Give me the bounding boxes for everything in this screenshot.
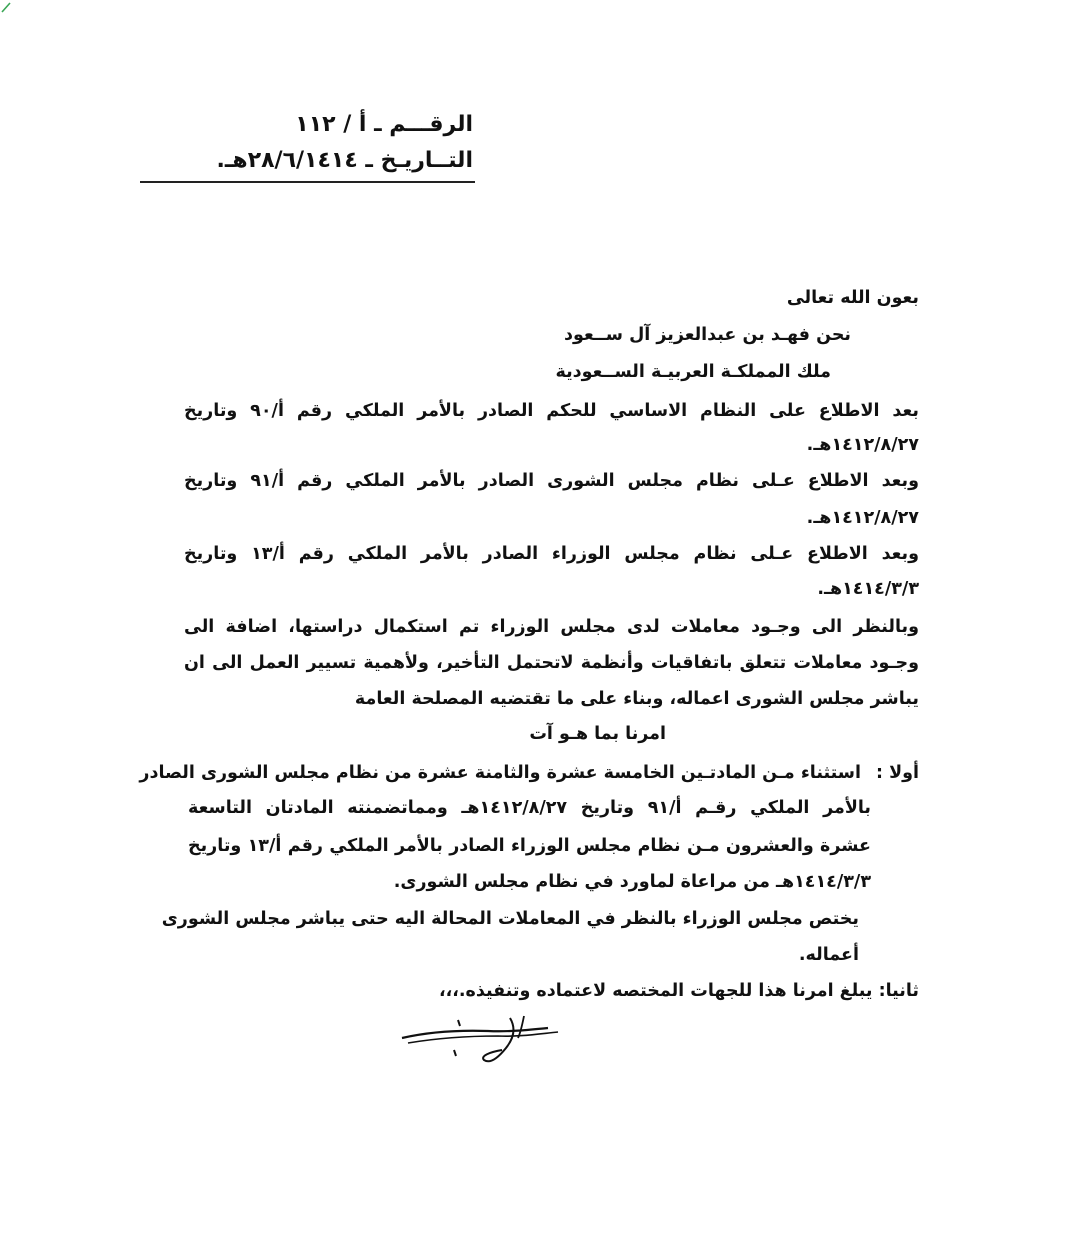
first-item-line-4: ١٤١٤/٣/٣هـ من مراعاة لماورد في نظام مجلس الشورى. <box>393 872 871 892</box>
issuer-title: ملك المملكـة العربيـة الســعودية <box>555 362 831 382</box>
considering-line-1: وبالنظر الى وجـود معاملات لدى مجلس الوزراء تم استكمال دراستها، اضافة الى <box>184 617 919 637</box>
first-item-line-1: استثناء مـن المادتـين الخامسة عشرة والثامنة عشرة من نظام مجلس الشورى الصادر <box>139 763 861 783</box>
first-item-line-2: بالأمر الملكي رقـم أ/٩١ وتاريخ ١٤١٢/٨/٢٧هـ ومماتضمنته المادتان التاسعة <box>188 798 871 818</box>
preamble-1-line-2: ١٤١٢/٨/٢٧هـ. <box>806 435 919 455</box>
second-item-line-1: ثانيا: يبلغ امرنا هذا للجهات المختصه لاعتماده وتنفيذه.،،، <box>438 981 919 1001</box>
issuer-name: نحن فهـد بن عبدالعزيز آل ســعود <box>564 325 851 345</box>
considering-line-3: يباشر مجلس الشورى اعماله، وبناء على ما تقتضيه المصلحة العامة <box>354 689 919 709</box>
invocation: بعون الله تعالى <box>786 288 919 308</box>
preamble-3-line-1: وبعد الاطلاع عـلى نظام مجلس الوزراء الصادر بالأمر الملكي رقم أ/١٣ وتاريخ <box>184 544 919 564</box>
reference-number: الرقـــم ـ أ / ١١٢ <box>295 112 473 137</box>
first-item-line-3: عشرة والعشرون مـن نظام مجلس الوزراء الصادر بالأمر الملكي رقم أ/١٣ وتاريخ <box>188 836 872 856</box>
preamble-1-line-1: بعد الاطلاع على النظام الاساسي للحكم الصادر بالأمر الملكي رقم أ/٩٠ وتاريخ <box>184 401 919 421</box>
order-heading: امرنا بما هـو آت <box>529 724 666 744</box>
signature-icon <box>398 1008 568 1070</box>
preamble-2-line-1: وبعد الاطلاع عـلى نظام مجلس الشورى الصادر بالأمر الملكي رقم أ/٩١ وتاريخ <box>184 471 920 491</box>
preamble-3-line-2: ١٤١٤/٣/٣هـ. <box>817 579 919 599</box>
considering-line-2: وجـود معاملات تتعلق باتفاقيات وأنظمة لاتحتمل التأخير، ولأهمية تسيير العمل الى ان <box>184 653 919 673</box>
first-item-label: أولا : <box>876 763 919 783</box>
first-item-line-5: يختص مجلس الوزراء بالنظر في المعاملات المحالة اليه حتى يباشر مجلس الشورى <box>161 909 859 929</box>
corner-mark-icon <box>0 0 14 14</box>
first-item-line-6: أعماله. <box>798 945 859 965</box>
header-divider <box>140 181 475 183</box>
reference-date: التــاريـخ ـ ٢٨/٦/١٤١٤هـ. <box>216 148 473 173</box>
preamble-2-line-2: ١٤١٢/٨/٢٧هـ. <box>806 508 919 528</box>
